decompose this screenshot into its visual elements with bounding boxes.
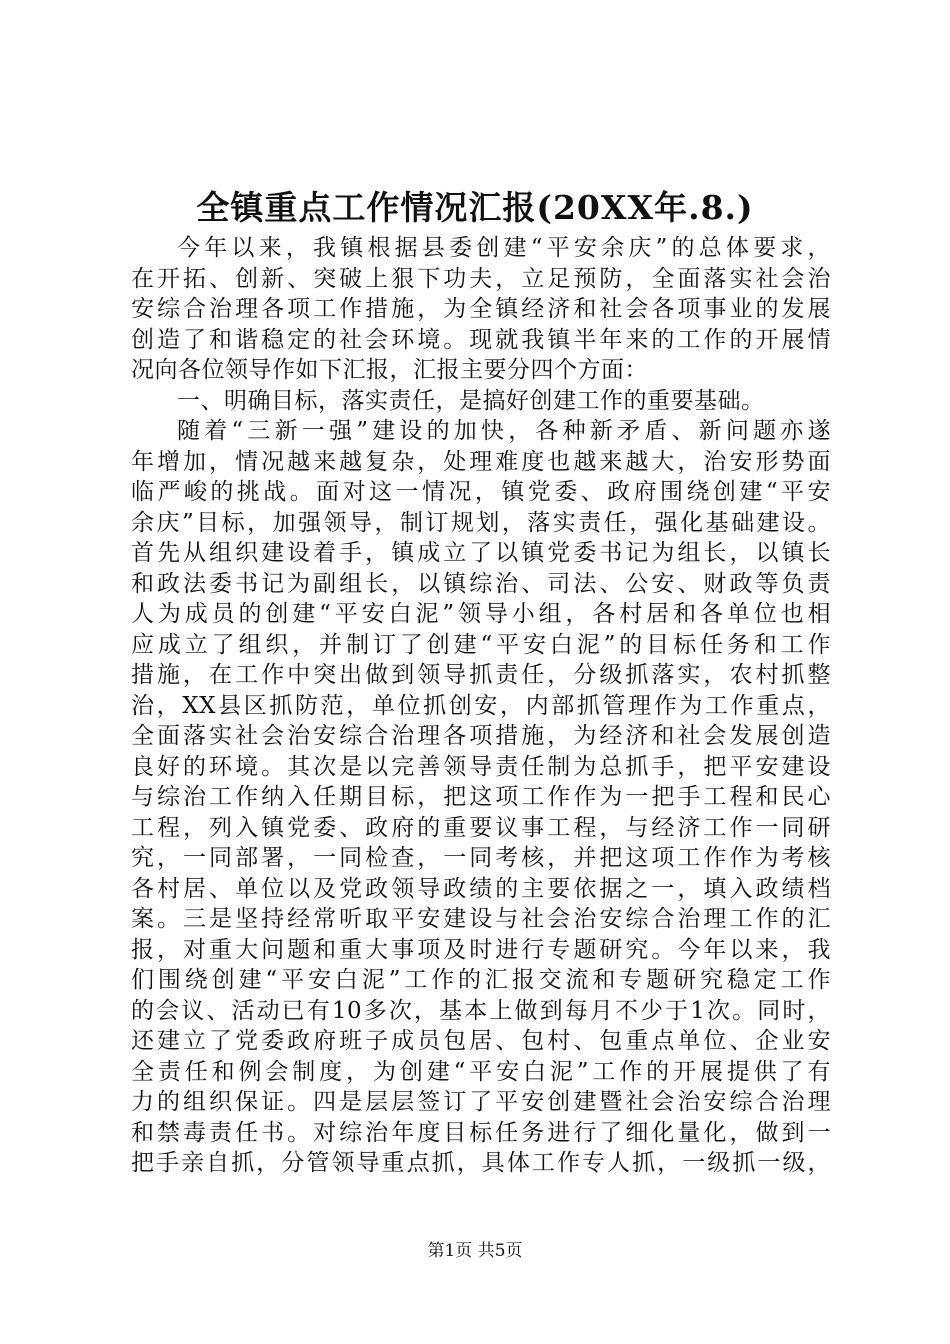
text-line: 创造了和谐稳定的社会环境。现就我镇半年来的工作的开展情: [131, 326, 831, 353]
text-line: 随着“三新一强”建设的加快，各种新矛盾、新问题亦遂: [177, 418, 831, 444]
text-line: 和禁毒责任书。对综治年度目标任务进行了细化量化，做到一: [131, 1119, 831, 1146]
text-line: 况向各位领导作如下汇报，汇报主要分四个方面：: [131, 357, 648, 383]
text-line: 全责任和例会制度，为创建“平安白泥”工作的开展提供了有: [131, 1058, 831, 1085]
text-line: 案。三是坚持经常听取平安建设与社会治安综合治理工作的汇: [131, 906, 831, 932]
text-line: 把手亲自抓，分管领导重点抓，具体工作专人抓，一级抓一级，: [131, 1150, 831, 1176]
text-line: 还建立了党委政府班子成员包居、包村、包重点单位、企业安: [131, 1028, 831, 1054]
text-line: 今年以来，我镇根据县委创建“平安余庆”的总体要求，: [177, 235, 831, 261]
text-line: 工程，列入镇党委、政府的重要议事工程，与经济工作一同研: [131, 814, 831, 841]
text-line: 临严峻的挑战。面对这一情况，镇党委、政府围绕创建“平安: [131, 479, 831, 505]
page-footer: 第1页 共5页: [427, 1241, 523, 1261]
document-body: [131, 233, 831, 1179]
text-line: 年增加，情况越来越复杂，处理难度也越来越大，治安形势面: [131, 448, 831, 475]
text-line: 与综治工作纳入任期目标，把这项工作作为一把手工程和民心: [131, 784, 831, 810]
text-line: 措施，在工作中突出做到领导抓责任，分级抓落实，农村抓整: [131, 662, 831, 688]
text-line: 良好的环境。其次是以完善领导责任制为总抓手，把平安建设: [131, 753, 831, 780]
text-line: 力的组织保证。四是层层签订了平安创建暨社会治安综合治理: [131, 1089, 831, 1115]
text-line: 全面落实社会治安综合治理各项措施，为经济和社会发展创造: [131, 723, 831, 749]
text-line: 各村居、单位以及党政领导政绩的主要依据之一，填入政绩档: [131, 875, 831, 902]
document-title: 全镇重点工作情况汇报(20XX年.8.): [196, 188, 754, 227]
text-line: 安综合治理各项工作措施，为全镇经济和社会各项事业的发展: [131, 296, 831, 322]
text-line: 首先从组织建设着手，镇成立了以镇党委书记为组长，以镇长: [131, 540, 831, 566]
text-line: 在开拓、创新、突破上狠下功夫，立足预防，全面落实社会治: [131, 265, 831, 292]
text-line: 人为成员的创建“平安白泥”领导小组，各村居和各单位也相: [131, 601, 831, 627]
text-line: 治，XX县区抓防范，单位抓创安，内部抓管理作为工作重点，: [131, 692, 831, 719]
text-line: 余庆”目标，加强领导，制订规划，落实责任，强化基础建设。: [131, 509, 831, 536]
text-line: 们围绕创建“平安白泥”工作的汇报交流和专题研究稳定工作: [131, 967, 831, 993]
text-line: 报，对重大问题和重大事项及时进行专题研究。今年以来，我: [131, 936, 831, 963]
text-line: 的会议、活动已有10多次，基本上做到每月不少于1次。同时，: [131, 997, 831, 1024]
text-line: 一、明确目标，落实责任，是搞好创建工作的重要基础。: [177, 387, 765, 414]
text-line: 应成立了组织，并制订了创建“平安白泥”的目标任务和工作: [131, 631, 831, 658]
text-line: 究，一同部署，一同检查，一同考核，并把这项工作作为考核: [131, 845, 831, 871]
text-line: 和政法委书记为副组长，以镇综治、司法、公安、财政等负责: [131, 570, 831, 597]
